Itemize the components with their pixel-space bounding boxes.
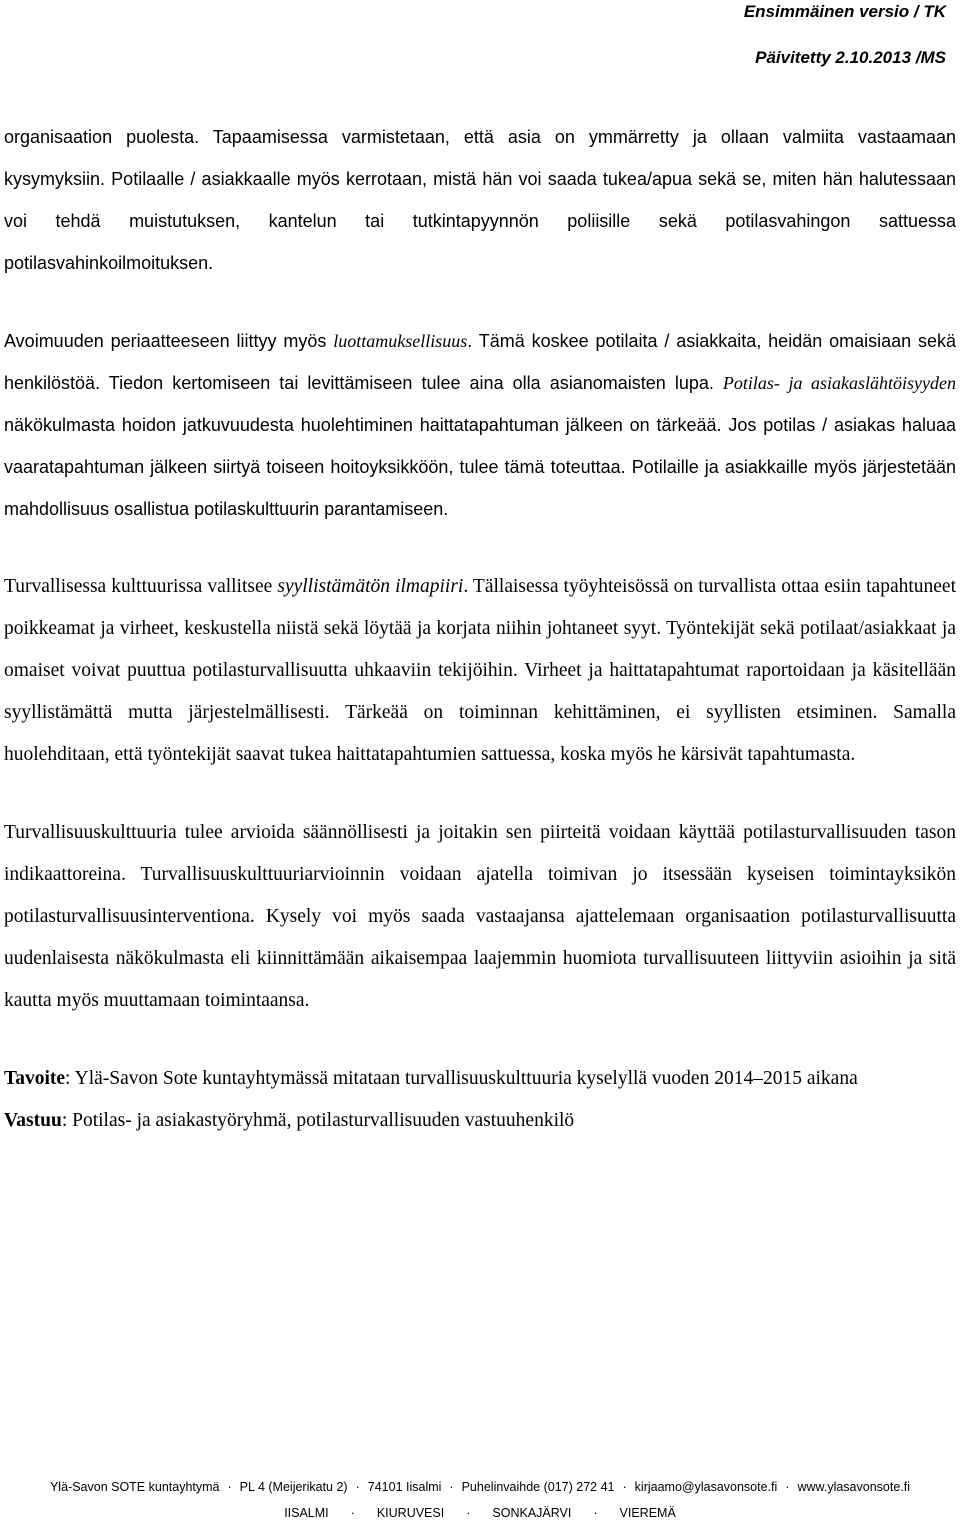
- responsibility-label: Vastuu: [4, 1110, 62, 1131]
- goal-label: Tavoite: [4, 1068, 66, 1089]
- footer-address: PL 4 (Meijerikatu 2): [239, 1480, 348, 1494]
- goal-text: : Ylä-Savon Sote kuntayhtymässä mitataan turvallisuuskulttuuria kyselyllä vuoden 2014–2015 aikana: [65, 1068, 858, 1089]
- paragraph-text: näkökulmasta hoidon jatkuvuudesta huolehtiminen haittatapahtuman jälkeen on tärkeää. Jos potilas / asiakas haluaa vaaratapahtuman jälkeen siirtyä toiseen hoitoyksikköön, tulee tämä toteuttaa. Potilaille ja asiakkaille myös järjestetään mahdollisuus osallistua potilaskulttuurin parantamiseen.: [4, 415, 956, 519]
- document-body: [4, 116, 956, 1142]
- footer-town-iisalmi: IISALMI: [284, 1506, 329, 1520]
- footer-email: kirjaamo@ylasavonsote.fi: [634, 1480, 778, 1494]
- paragraph-open-communication: [4, 116, 956, 284]
- footer-phone: Puhelinvaihde (017) 272 41: [461, 1480, 615, 1494]
- paragraph-blame-free: [4, 566, 956, 776]
- goal-statement: [4, 1058, 956, 1100]
- footer-postal: 74101 Iisalmi: [367, 1480, 442, 1494]
- footer-contact-line: Ylä-Savon SOTE kuntayhtymä · PL 4 (Meijerikatu 2) · 74101 Iisalmi · Puhelinvaihde (017) 272 41 · kirjaamo@ylasavonsote.fi · www.ylasavonsote.fi: [49, 1480, 911, 1494]
- paragraph-text: . Tällaisessa työyhteisössä on turvallista ottaa esiin tapahtuneet poikkeamat ja virheet, keskustella niistä sekä löytää ja korjata niihin johtaneet syyt. Työntekijät sekä potilaat/asiakkaat ja omaiset voivat puuttua potilasturvallisuutta uhkaaviin tekijöihin. Virheet ja haittatapahtumat raportoidaan ja käsitellään syyllistämättä mutta järjestelmällisesti. Tärkeää on toiminnan kehittäminen, ei syyllisten etsiminen. Samalla huolehditaan, että työntekijät saavat tukea haittatapahtumien sattuessa, koska myös he kärsivät tapahtumasta.: [4, 576, 956, 765]
- paragraph-confidentiality: [4, 320, 956, 530]
- document-updated: Päivitetty 2.10.2013 /MS: [755, 48, 946, 67]
- paragraph-text: Turvallisuuskulttuuria tulee arvioida säännöllisesti ja joitakin sen piirteitä voidaan käyttää potilasturvallisuuden tason indikaattoreina. Turvallisuuskulttuuriarvioinnin voidaan ajatella toimivan jo itsessään kyseisen toimintayksikön potilasturvallisuusinterventiona. Kysely voi myös saada vastaajansa ajattelemaan organisaation potilasturvallisuutta uudenlaisesta näkökulmasta eli kiinnittämään aikaisempaa laajemmin huomiota turvallisuuteen liittyviin asioihin ja sitä kautta myös muuttamaan toimintaansa.: [4, 822, 956, 1011]
- footer-town-sonkajarvi: SONKAJÄRVI: [492, 1506, 572, 1520]
- responsibility-text: : Potilas- ja asiakastyöryhmä, potilasturvallisuuden vastuuhenkilö: [61, 1110, 575, 1131]
- footer-organization: Ylä-Savon SOTE kuntayhtymä: [49, 1480, 220, 1494]
- footer-website: www.ylasavonsote.fi: [797, 1480, 911, 1494]
- paragraph-text: Turvallisessa kulttuurissa vallitsee: [4, 576, 278, 597]
- paragraph-text: organisaation puolesta. Tapaamisessa varmistetaan, että asia on ymmärretty ja ollaan valmiita vastaamaan kysymyksiin. Potilaalle / asiakkaalle myös kerrotaan, mistä hän voi saada tukea/apua sekä se, miten hän halutessaan voi tehdä muistutuksen, kantelun tai tutkintapyynnön poliisille sekä potilasvahingon sattuessa potilasvahinkoilmoituksen.: [4, 127, 956, 273]
- paragraph-assessment: [4, 812, 956, 1022]
- footer-town-kiuruvesi: KIURUVESI: [376, 1506, 445, 1520]
- paragraph-text: Avoimuuden periaatteeseen liittyy myös: [4, 331, 334, 351]
- emphasis-confidentiality: luottamuksellisuus: [333, 331, 468, 351]
- footer-municipalities: IISALMI · KIURUVESI · SONKAJÄRVI · VIEREMÄ: [284, 1506, 676, 1520]
- footer-town-vierema: VIEREMÄ: [619, 1506, 676, 1520]
- document-version: Ensimmäinen versio / TK: [743, 2, 946, 21]
- emphasis-patient-centred: Potilas- ja asiakaslähtöisyyden: [722, 373, 956, 393]
- paragraph-text: . Tämä koskee potilaita / asiakkaita, heidän omaisiaan sekä henkilöstöä. Tiedon kertomiseen tai levittämiseen tulee aina olla asianomaisten lupa.: [4, 331, 956, 393]
- emphasis-blame-free: syyllistämätön ilmapiiri: [277, 576, 464, 597]
- responsibility-statement: [4, 1100, 956, 1142]
